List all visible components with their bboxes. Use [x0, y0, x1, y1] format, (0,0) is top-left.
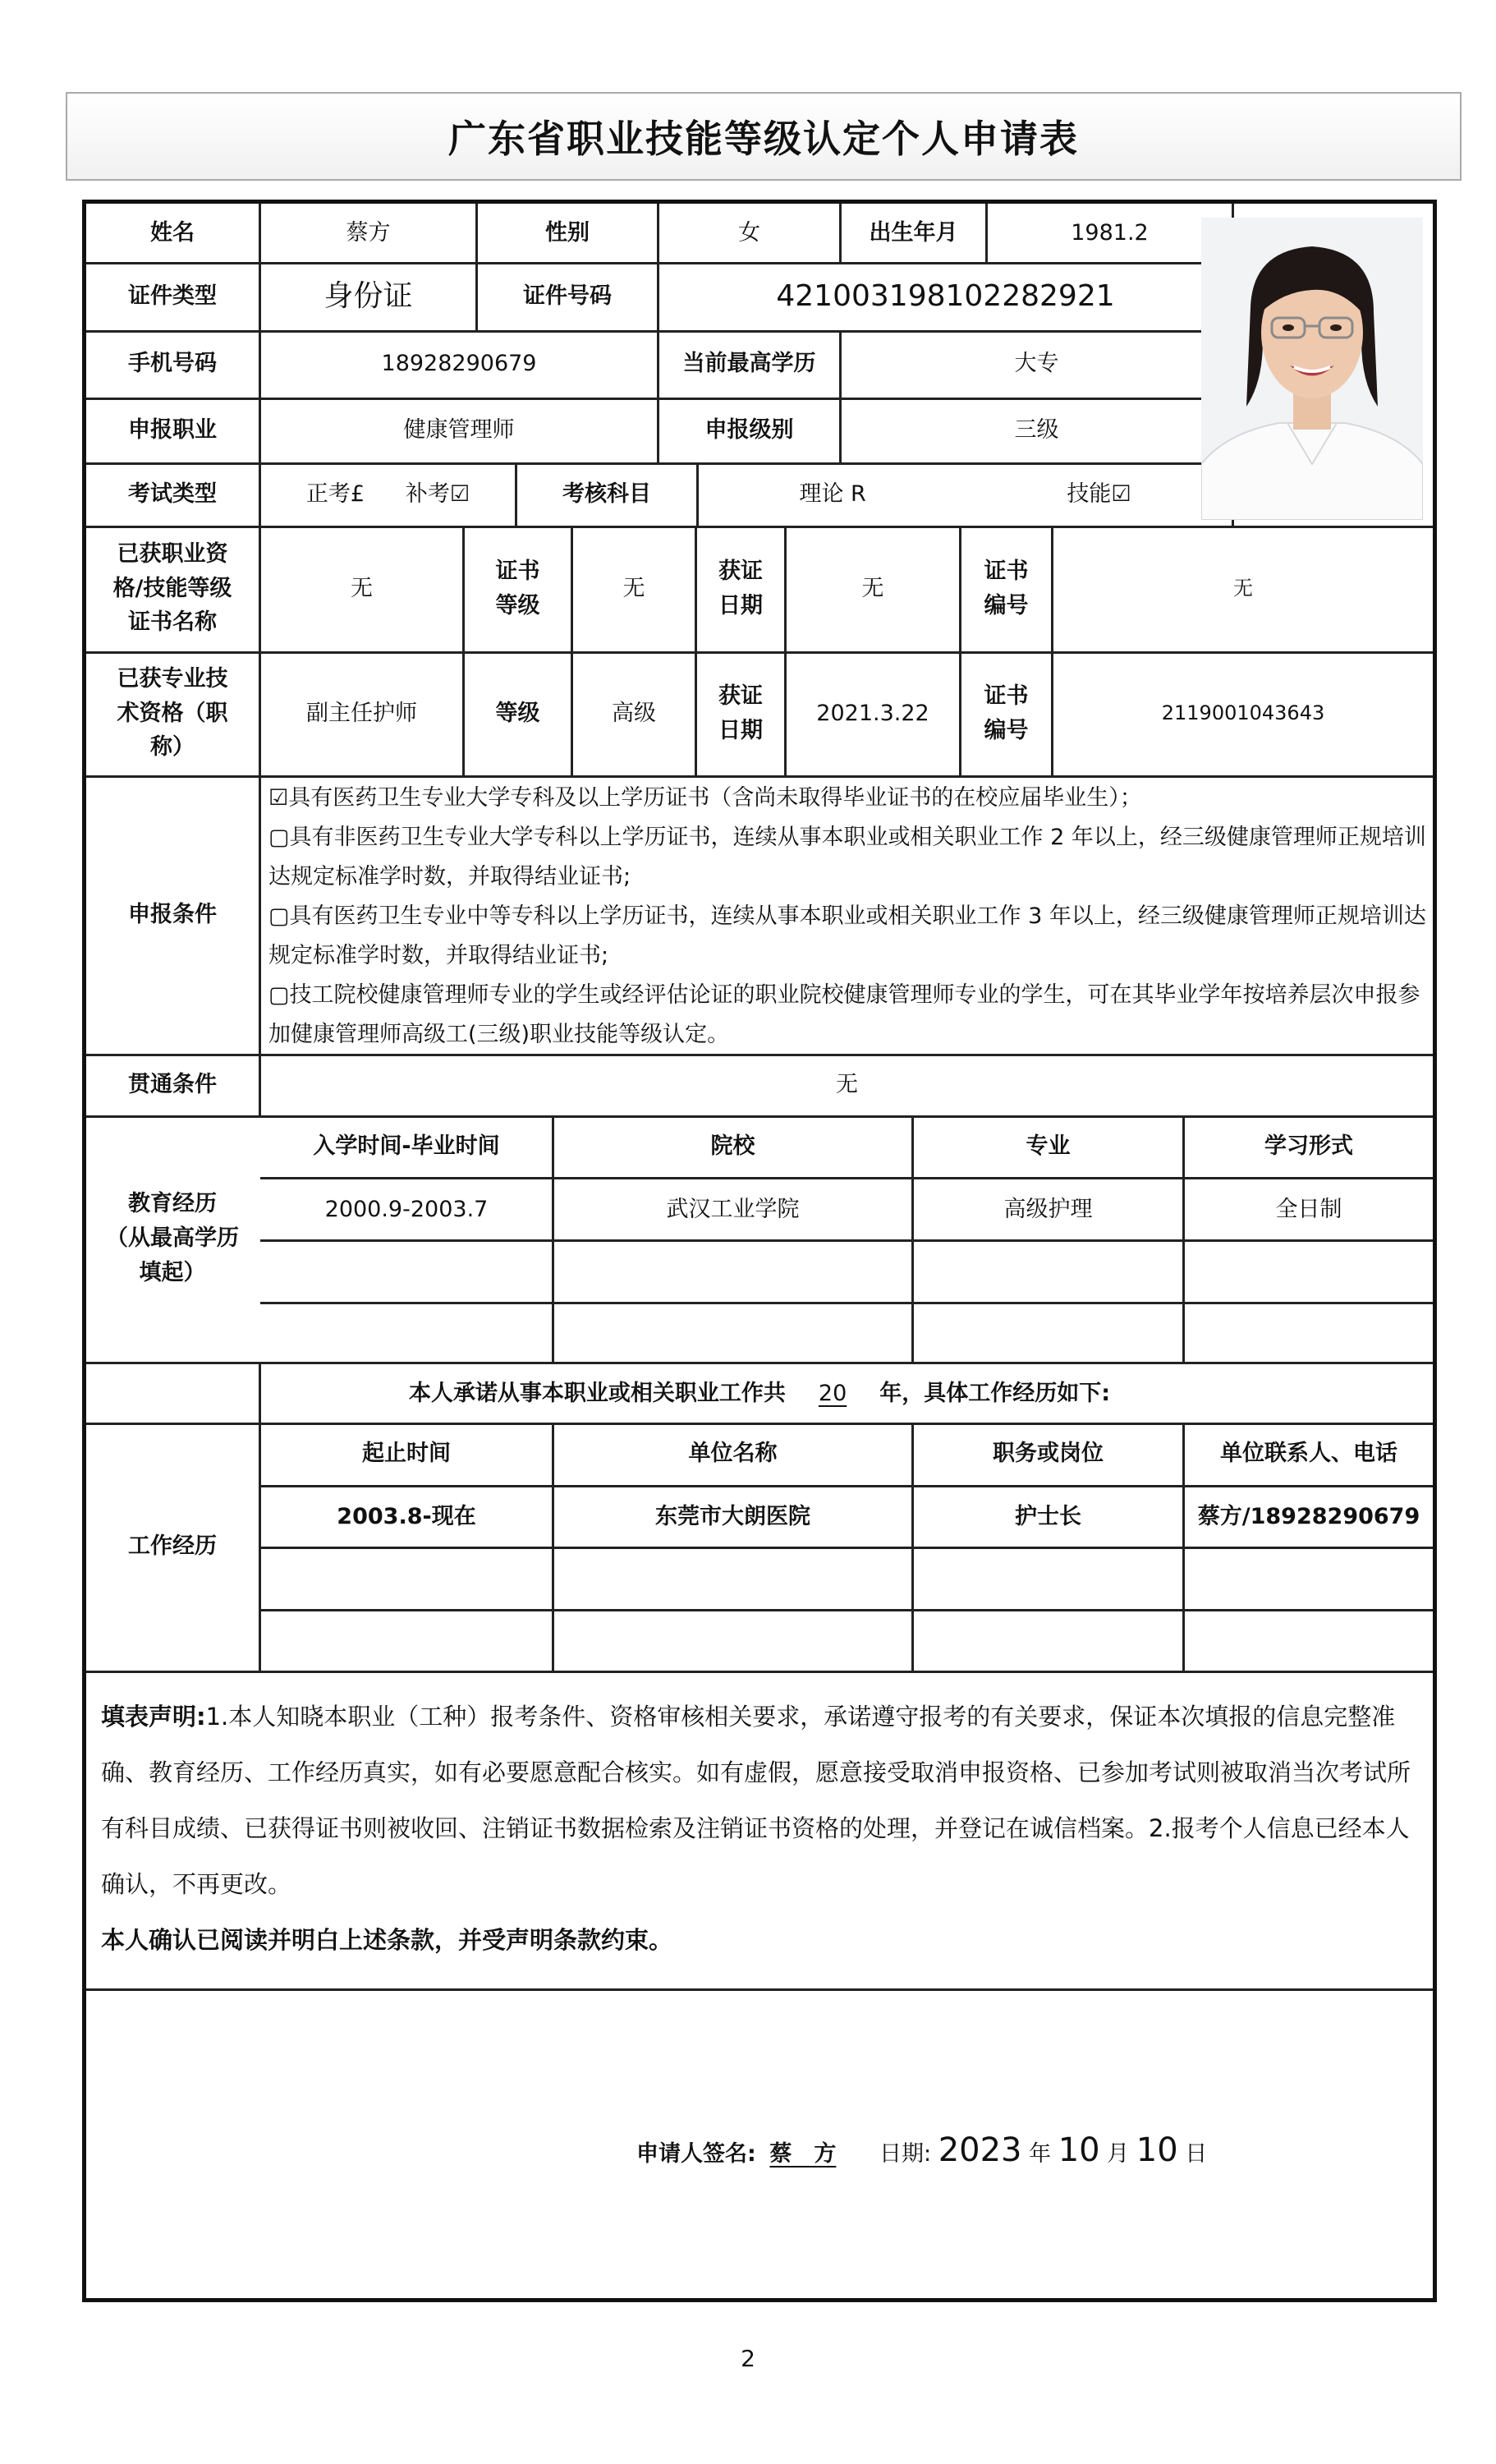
edu-row-mode[interactable]: 全日制 [1275, 1196, 1342, 1222]
work-pledge: 本人承诺从事本职业或相关职业工作共 20 年，具体工作经历如下: [86, 1364, 1433, 1423]
edu-row-time[interactable]: 2000.9-2003.7 [324, 1196, 489, 1222]
label-exam-type: 考试类型 [128, 480, 217, 507]
signature-line: 申请人签名: 蔡 方 日期: 2023 年 10 月 10 日 [636, 2131, 1208, 2169]
value-cert-level[interactable]: 无 [622, 575, 645, 601]
exam-subject-options[interactable] [699, 462, 1232, 526]
value-prof-title[interactable]: 副主任护师 [306, 700, 417, 726]
label-occupation: 申报职业 [128, 416, 217, 443]
label-gender: 性别 [545, 219, 590, 246]
value-prof-no[interactable]: 2119001043643 [1161, 701, 1325, 724]
value-gender[interactable]: 女 [738, 219, 760, 246]
work-row-contact[interactable]: 蔡方/18928290679 [1197, 1504, 1420, 1530]
edu-col-time: 入学时间-毕业时间 [313, 1133, 500, 1159]
declaration-lead: 填表声明: [101, 1703, 206, 1731]
label-name: 姓名 [150, 219, 195, 246]
form-title: 广东省职业技能等级认定个人申请表 [66, 92, 1462, 181]
work-col-post: 职务或岗位 [993, 1441, 1104, 1467]
value-through[interactable]: 无 [836, 1071, 858, 1097]
edu-col-school: 院校 [710, 1133, 755, 1159]
label-cert-level: 证书 等级 [495, 558, 540, 618]
declaration-body: 1.本人知晓本职业（工种）报考条件、资格审核相关要求，承诺遵守报考的有关要求，保证本次填报的信息完整准确、教育经历、工作经历真实，如有必要愿意配合核实。如有虚假，愿意接受取消申报资格、已参加考试则被取消当次考试所有科目成绩、已获得证书则被收回、注销证书数据检索及注销证书资格的处理，并登记在诚信档案。2.报考个人信息已经本人确认，不再更改。 [101, 1703, 1411, 1898]
value-education[interactable]: 大专 [1014, 351, 1059, 377]
sign-day[interactable]: 10 [1136, 2131, 1178, 2169]
work-col-unit: 单位名称 [688, 1441, 778, 1467]
work-row-unit[interactable]: 东莞市大朗医院 [655, 1504, 810, 1530]
label-exam-subject: 考核科目 [562, 480, 651, 507]
declaration [101, 1689, 1419, 1968]
work-col-contact: 单位联系人、电话 [1220, 1441, 1397, 1467]
condition-item-2[interactable]: ▢具有非医药卫生专业大学专科以上学历证书，连续从事本职业或相关职业工作 2 年以上，经三级健康管理师正规培训达规定标准学时数，并取得结业证书; [268, 825, 1426, 890]
exam-subject-theory[interactable]: 理论 R [799, 480, 866, 507]
condition-item-1[interactable]: ☑具有医药卫生专业大学专科及以上学历证书（含尚未取得毕业证书的在校应届毕业生）； [268, 785, 1142, 811]
label-education-history: 教育经历 （从最高学历 填起） [106, 1191, 239, 1285]
value-id-number[interactable]: 421003198102282921 [776, 278, 1115, 313]
label-birth: 出生年月 [869, 219, 958, 246]
exam-type-options[interactable] [261, 462, 515, 526]
label-cert-date: 获证 日期 [718, 558, 763, 618]
value-birth[interactable]: 1981.2 [1071, 219, 1149, 246]
edu-row-school[interactable]: 武汉工业学院 [666, 1196, 800, 1222]
conditions-list [268, 779, 1426, 1055]
value-name[interactable]: 蔡方 [346, 219, 391, 246]
page-number: 2 [741, 2345, 755, 2372]
label-conditions: 申报条件 [128, 901, 217, 927]
label-phone: 手机号码 [128, 351, 217, 377]
exam-type-makeup[interactable]: 补考☑ [405, 480, 470, 507]
label-cert-no: 证书 编号 [984, 558, 1029, 618]
exam-type-regular[interactable]: 正考£ [305, 480, 365, 507]
work-col-time: 起止时间 [362, 1441, 451, 1467]
label-prof-grade: 等级 [495, 700, 540, 726]
label-id-number: 证件号码 [523, 283, 612, 309]
value-cert-date[interactable]: 无 [861, 575, 884, 601]
value-cert-no[interactable]: 无 [1233, 576, 1253, 600]
label-prof-title: 已获专业技 术资格（职 称） [117, 665, 228, 761]
edu-col-major: 专业 [1026, 1133, 1071, 1159]
label-id-type: 证件类型 [128, 283, 217, 309]
condition-item-4[interactable]: ▢技工院校健康管理师专业的学生或经评估论证的职业院校健康管理师专业的学生，可在其毕业学年按培养层次申报参加健康管理师高级工(三级)职业技能等级认定。 [268, 982, 1420, 1047]
edu-row-major[interactable]: 高级护理 [1003, 1196, 1093, 1222]
label-through: 贯通条件 [128, 1071, 217, 1097]
value-id-type[interactable]: 身份证 [324, 278, 413, 313]
label-prof-date: 获证 日期 [718, 683, 763, 743]
sign-month[interactable]: 10 [1058, 2131, 1100, 2169]
value-occupation[interactable]: 健康管理师 [403, 416, 515, 443]
label-level: 申报级别 [704, 416, 794, 443]
exam-subject-skill[interactable]: 技能☑ [1067, 480, 1131, 507]
value-prof-grade[interactable]: 高级 [612, 700, 656, 726]
value-level[interactable]: 三级 [1014, 416, 1059, 443]
work-years[interactable]: 20 [818, 1380, 847, 1406]
value-prof-date[interactable]: 2021.3.22 [816, 700, 929, 726]
label-prof-no: 证书 编号 [984, 683, 1029, 743]
value-cert-name[interactable]: 无 [351, 575, 373, 601]
value-phone[interactable]: 18928290679 [381, 351, 537, 377]
condition-item-3[interactable]: ▢具有医药卫生专业中等专科以上学历证书，连续从事本职业或相关职业工作 3 年以上，经三级健康管理师正规培训达规定标准学时数，并取得结业证书; [268, 903, 1426, 968]
declaration-confirm: 本人确认已阅读并明白上述条款，并受声明条款约束。 [101, 1926, 673, 1954]
work-row-post[interactable]: 护士长 [1015, 1504, 1081, 1530]
applicant-signature[interactable]: 蔡 方 [769, 2141, 837, 2167]
label-education: 当前最高学历 [682, 351, 816, 377]
label-work-history: 工作经历 [128, 1533, 217, 1560]
edu-col-mode: 学习形式 [1264, 1133, 1353, 1159]
sign-year[interactable]: 2023 [938, 2131, 1022, 2169]
work-row-time[interactable]: 2003.8-现在 [337, 1504, 476, 1530]
applicant-photo [1201, 218, 1423, 520]
label-cert-name: 已获职业资 格/技能等级 证书名称 [112, 540, 232, 636]
